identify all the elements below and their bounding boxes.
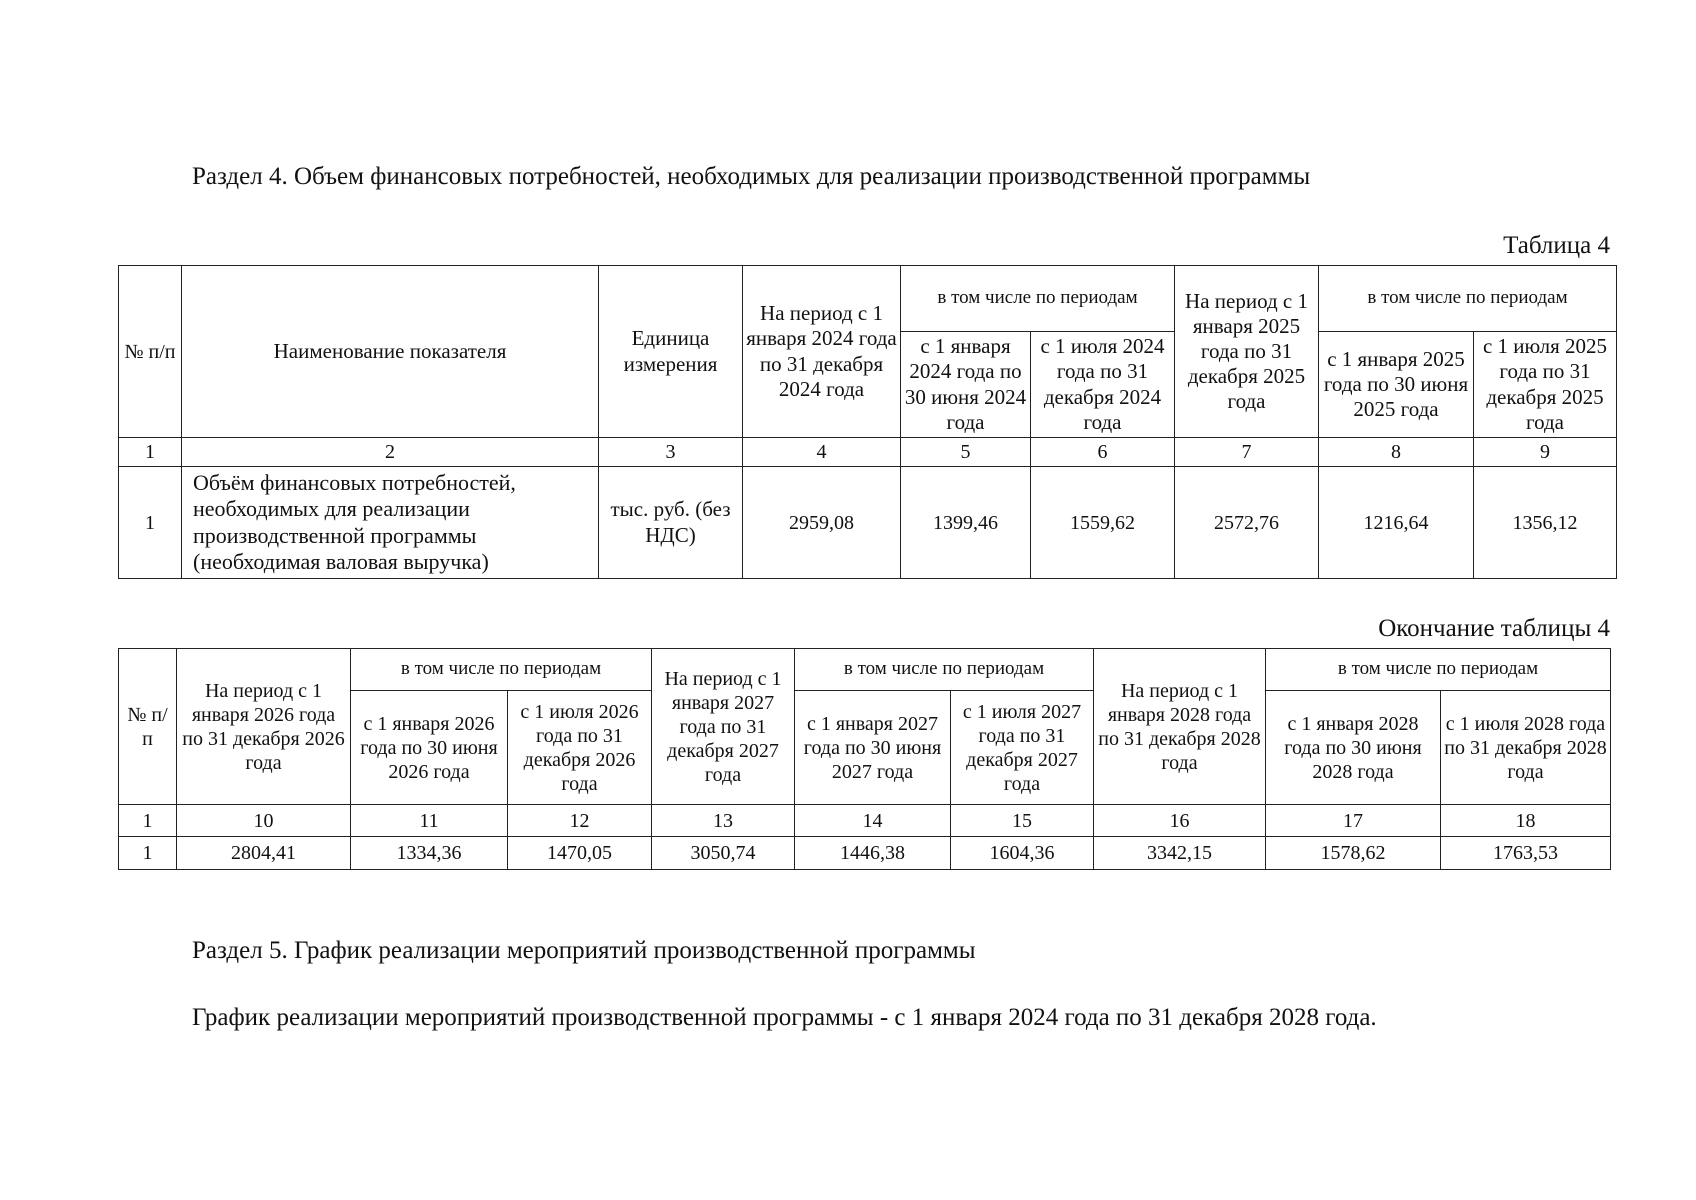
section-5-heading: Раздел 5. График реализации мероприятий производственной программы: [192, 937, 976, 964]
header-indicator-name: Наименование показателя: [182, 266, 599, 438]
column-number: 7: [1175, 438, 1319, 467]
table-4-end-caption: Окончание таблицы 4: [1378, 615, 1610, 642]
value-period-2028: 3342,15: [1094, 837, 1266, 870]
schedule-text: График реализации мероприятий производственной программы - с 1 января 2024 года по 31 декабря 2028 года.: [192, 1004, 1377, 1031]
header-h1-2028: с 1 января 2028 года по 30 июня 2028 года: [1266, 691, 1441, 805]
value-h2-2028: 1763,53: [1441, 837, 1611, 870]
header-including-periods-2026: в том числе по периодам: [351, 649, 652, 691]
column-number: 18: [1441, 805, 1611, 837]
header-period-2026: На период с 1 января 2026 года по 31 декабря 2026 года: [177, 649, 351, 805]
value-h1-2028: 1578,62: [1266, 837, 1441, 870]
row-indicator-name: Объём финансовых потребностей, необходимых для реализации производственной программы (необходимая валовая выручка): [182, 467, 599, 579]
value-period-2024: 2959,08: [743, 467, 901, 579]
table-4-end: [118, 648, 1611, 870]
header-h1-2026: с 1 января 2026 года по 30 июня 2026 года: [351, 691, 508, 805]
header-h1-2025: с 1 января 2025 года по 30 июня 2025 года: [1319, 332, 1474, 438]
value-period-2026: 2804,41: [177, 837, 351, 870]
column-number: 15: [951, 805, 1094, 837]
header-number: № п/п: [119, 649, 177, 805]
table-row: [119, 837, 1611, 870]
value-h2-2024: 1559,62: [1031, 467, 1175, 579]
header-period-2027: На период с 1 января 2027 года по 31 декабря 2027 года: [652, 649, 795, 805]
column-number: 13: [652, 805, 795, 837]
header-h1-2027: с 1 января 2027 года по 30 июня 2027 года: [795, 691, 951, 805]
value-h2-2027: 1604,36: [951, 837, 1094, 870]
column-number: 5: [901, 438, 1031, 467]
section-4-heading: Раздел 4. Объем финансовых потребностей, необходимых для реализации производственной программы: [192, 163, 1311, 190]
column-number: 1: [119, 805, 177, 837]
header-period-2028: На период с 1 января 2028 года по 31 декабря 2028 года: [1094, 649, 1266, 805]
column-number: 6: [1031, 438, 1175, 467]
value-h1-2024: 1399,46: [901, 467, 1031, 579]
header-including-periods-2025: в том числе по периодам: [1319, 266, 1617, 332]
row-number: 1: [119, 837, 177, 870]
column-number-row: [119, 438, 1617, 467]
header-period-2025: На период с 1 января 2025 года по 31 декабря 2025 года: [1175, 266, 1319, 438]
column-number: 16: [1094, 805, 1266, 837]
header-number: № п/п: [119, 266, 182, 438]
column-number: 12: [508, 805, 652, 837]
value-h1-2026: 1334,36: [351, 837, 508, 870]
header-h2-2028: с 1 июля 2028 года по 31 декабря 2028 года: [1441, 691, 1611, 805]
value-h1-2027: 1446,38: [795, 837, 951, 870]
column-number: 4: [743, 438, 901, 467]
value-h2-2025: 1356,12: [1474, 467, 1617, 579]
table-row: [119, 467, 1617, 579]
value-period-2025: 2572,76: [1175, 467, 1319, 579]
value-h1-2025: 1216,64: [1319, 467, 1474, 579]
table-4-caption: Таблица 4: [1503, 232, 1610, 259]
column-number: 10: [177, 805, 351, 837]
header-h2-2024: с 1 июля 2024 года по 31 декабря 2024 года: [1031, 332, 1175, 438]
column-number-row: [119, 805, 1611, 837]
column-number: 3: [599, 438, 743, 467]
header-including-periods-2028: в том числе по периодам: [1266, 649, 1611, 691]
header-period-2024: На период с 1 января 2024 года по 31 декабря 2024 года: [743, 266, 901, 438]
column-number: 17: [1266, 805, 1441, 837]
table-4: [118, 265, 1617, 579]
column-number: 8: [1319, 438, 1474, 467]
column-number: 1: [119, 438, 182, 467]
column-number: 11: [351, 805, 508, 837]
row-number: 1: [119, 467, 182, 579]
value-h2-2026: 1470,05: [508, 837, 652, 870]
header-h2-2026: с 1 июля 2026 года по 31 декабря 2026 года: [508, 691, 652, 805]
row-unit: тыс. руб. (без НДС): [599, 467, 743, 579]
header-including-periods-2027: в том числе по периодам: [795, 649, 1094, 691]
header-h2-2027: с 1 июля 2027 года по 31 декабря 2027 года: [951, 691, 1094, 805]
value-period-2027: 3050,74: [652, 837, 795, 870]
column-number: 2: [182, 438, 599, 467]
header-h2-2025: с 1 июля 2025 года по 31 декабря 2025 года: [1474, 332, 1617, 438]
column-number: 9: [1474, 438, 1617, 467]
column-number: 14: [795, 805, 951, 837]
header-unit: Единица измерения: [599, 266, 743, 438]
header-including-periods-2024: в том числе по периодам: [901, 266, 1175, 332]
header-h1-2024: с 1 января 2024 года по 30 июня 2024 года: [901, 332, 1031, 438]
